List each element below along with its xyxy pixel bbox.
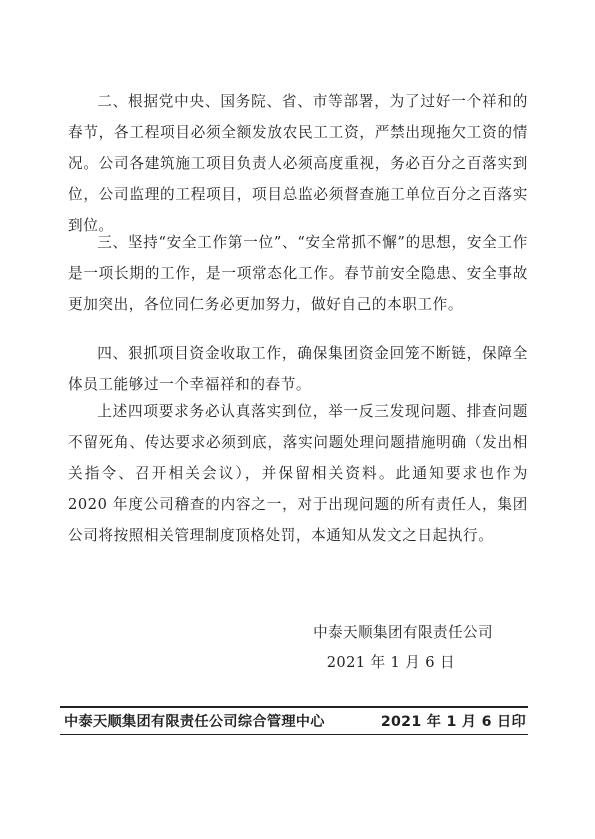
footer-bar	[60, 709, 528, 733]
signature-date: 2021 年 1 月 6 日	[326, 654, 455, 671]
footer-print-date: 2021 年 1 月 6 日印	[380, 714, 526, 730]
footer-issuer: 中泰天顺集团有限责任公司综合管理中心	[64, 714, 325, 730]
paragraph-safety: 三、坚持“安全工作第一位”、“安全常抓不懈”的思想，安全工作是一项长期的工作，是一项常态化工作。春节前安全隐患、安全事故更加突出，各位同仁务必更加努力，做好自己的本职工作。	[68, 234, 528, 313]
signature-company: 中泰天顺集团有限责任公司	[313, 624, 493, 641]
footer-top-rule	[60, 706, 528, 708]
paragraph-wage-payment: 二、根据党中央、国务院、省、市等部署，为了过好一个祥和的春节，各工程项目必须全额发放农民工工资，严禁出现拖欠工资的情况。公司各建筑施工项目负责人必须高度重视，务必百分之百落实到位，公司监理的工程项目，项目总监必须督查施工单位百分之百落实到位。	[68, 93, 528, 234]
paragraph-fund-collection: 四、狠抓项目资金收取工作，确保集团资金回笼不断链，保障全体员工能够过一个幸福祥和的春节。	[68, 345, 528, 393]
paragraph-summary: 上述四项要求务必认真落实到位，举一反三发现问题、排查问题不留死角、传达要求必须到底，落实问题处理问题措施明确（发出相关指令、召开相关会议），并保留相关资料。此通知要求也作为 2020 年度公司稽查的内容之一，对于出现问题的所有责任人，集团公司将按照相关管理制度顶格处罚，本通知从发文之日起执行。	[68, 403, 528, 544]
footer-bottom-rule	[60, 734, 528, 735]
